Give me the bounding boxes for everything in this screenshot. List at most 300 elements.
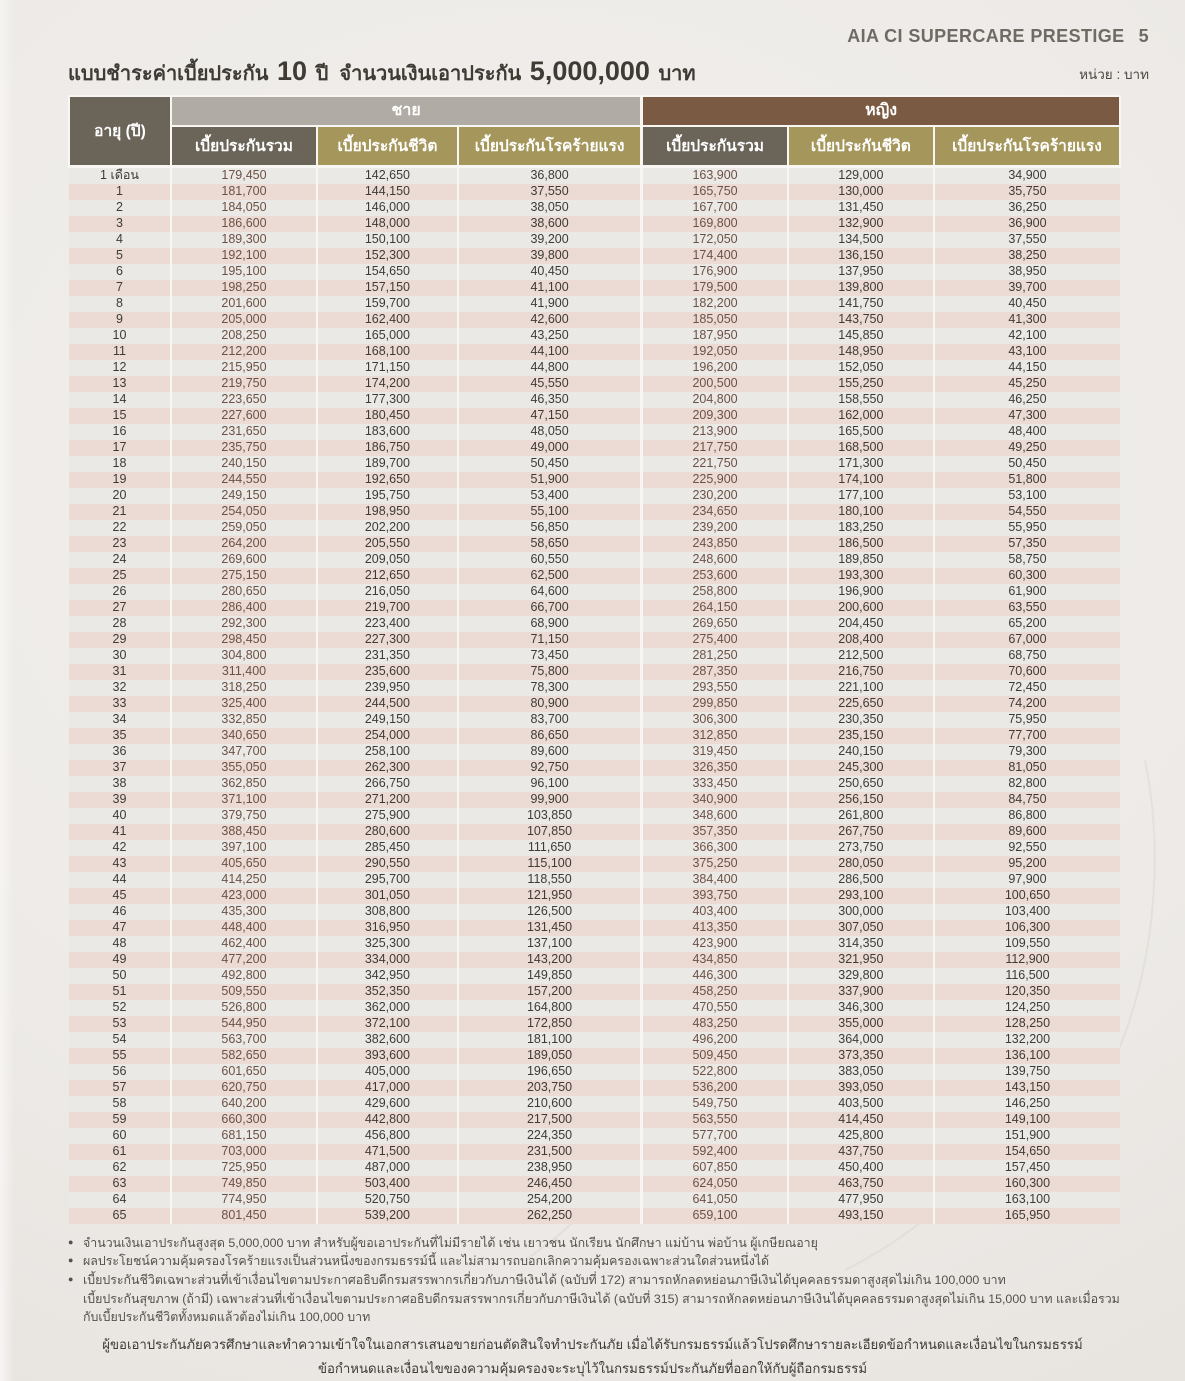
female-life-cell: 216,750 (788, 664, 934, 680)
table-row (69, 216, 1120, 232)
male-total-cell: 195,100 (171, 264, 317, 280)
table-row (69, 712, 1120, 728)
female-total-cell: 167,700 (642, 200, 788, 216)
age-cell: 14 (69, 392, 171, 408)
age-cell: 16 (69, 424, 171, 440)
female-life-cell: 364,000 (788, 1032, 934, 1048)
age-cell: 39 (69, 792, 171, 808)
table-row (69, 280, 1120, 296)
table-row (69, 248, 1120, 264)
female-life-cell: 134,500 (788, 232, 934, 248)
female-ci-cell: 100,650 (934, 888, 1120, 904)
male-life-cell: 258,100 (317, 744, 458, 760)
female-total-cell: 413,350 (642, 920, 788, 936)
male-life-cell: 456,800 (317, 1128, 458, 1144)
female-ci-cell: 72,450 (934, 680, 1120, 696)
table-row (69, 904, 1120, 920)
female-life-cell: 162,000 (788, 408, 934, 424)
male-life-cell: 244,500 (317, 696, 458, 712)
female-ci-cell: 48,400 (934, 424, 1120, 440)
age-cell: 34 (69, 712, 171, 728)
male-ci-cell: 196,650 (458, 1064, 642, 1080)
female-total-cell: 209,300 (642, 408, 788, 424)
female-life-cell: 307,050 (788, 920, 934, 936)
female-ci-cell: 120,350 (934, 984, 1120, 1000)
age-cell: 61 (69, 1144, 171, 1160)
male-total-cell: 223,650 (171, 392, 317, 408)
table-row (69, 1064, 1120, 1080)
female-total-cell: 165,750 (642, 184, 788, 200)
male-life-cell: 216,050 (317, 584, 458, 600)
male-life-cell: 393,600 (317, 1048, 458, 1064)
female-life-cell: 145,850 (788, 328, 934, 344)
male-total-cell: 231,650 (171, 424, 317, 440)
age-cell: 49 (69, 952, 171, 968)
female-total-cell: 458,250 (642, 984, 788, 1000)
female-life-cell: 245,300 (788, 760, 934, 776)
female-ci-cell: 74,200 (934, 696, 1120, 712)
female-total-cell: 509,450 (642, 1048, 788, 1064)
female-total-cell: 169,800 (642, 216, 788, 232)
male-life-cell: 162,400 (317, 312, 458, 328)
female-ci-cell: 53,100 (934, 488, 1120, 504)
male-ci-cell: 53,400 (458, 488, 642, 504)
female-ci-cell: 50,450 (934, 456, 1120, 472)
female-total-cell: 281,250 (642, 648, 788, 664)
male-total-cell: 509,550 (171, 984, 317, 1000)
age-cell: 1 เดือน (69, 166, 171, 184)
male-total-cell: 379,750 (171, 808, 317, 824)
male-total-cell: 526,800 (171, 1000, 317, 1016)
male-ci-cell: 231,500 (458, 1144, 642, 1160)
age-cell: 2 (69, 200, 171, 216)
male-total-cell: 435,300 (171, 904, 317, 920)
female-ci-cell: 163,100 (934, 1192, 1120, 1208)
male-total-cell: 186,600 (171, 216, 317, 232)
age-cell: 21 (69, 504, 171, 520)
female-life-cell: 186,500 (788, 536, 934, 552)
female-ci-cell: 70,600 (934, 664, 1120, 680)
male-life-cell: 177,300 (317, 392, 458, 408)
female-ci-cell: 95,200 (934, 856, 1120, 872)
footnote-text: ผลประโยชน์ความคุ้มครองโรคร้ายแรงเป็นส่วนหนึ่งของกรมธรรม์นี้ และไม่สามารถบอกเลิกความคุ้มครองเฉพาะส่วนใดส่วนหนึ่งได้ (83, 1254, 770, 1269)
age-cell: 6 (69, 264, 171, 280)
male-life-cell: 539,200 (317, 1208, 458, 1224)
male-total-cell: 254,050 (171, 504, 317, 520)
age-cell: 46 (69, 904, 171, 920)
female-life-cell: 208,400 (788, 632, 934, 648)
age-cell: 17 (69, 440, 171, 456)
male-life-cell: 503,400 (317, 1176, 458, 1192)
female-life-cell: 131,450 (788, 200, 934, 216)
age-cell: 9 (69, 312, 171, 328)
payment-years: 10 (276, 56, 307, 86)
female-life-cell: 280,050 (788, 856, 934, 872)
footnote-line (68, 1308, 1125, 1327)
age-cell: 44 (69, 872, 171, 888)
female-life-cell: 240,150 (788, 744, 934, 760)
age-cell: 50 (69, 968, 171, 984)
female-life-cell: 204,450 (788, 616, 934, 632)
female-total-cell: 496,200 (642, 1032, 788, 1048)
female-ci-cell: 139,750 (934, 1064, 1120, 1080)
female-life-cell: 196,900 (788, 584, 934, 600)
female-ci-cell: 58,750 (934, 552, 1120, 568)
male-life-cell: 152,300 (317, 248, 458, 264)
table-row (69, 360, 1120, 376)
male-life-cell: 227,300 (317, 632, 458, 648)
female-ci-cell: 103,400 (934, 904, 1120, 920)
table-row (69, 328, 1120, 344)
female-life-cell: 221,100 (788, 680, 934, 696)
male-total-cell: 318,250 (171, 680, 317, 696)
bullet-icon: ● (68, 1236, 74, 1247)
male-ci-cell: 45,550 (458, 376, 642, 392)
male-life-cell: 352,350 (317, 984, 458, 1000)
female-ci-cell: 143,150 (934, 1080, 1120, 1096)
female-total-cell: 275,400 (642, 632, 788, 648)
female-ci-cell: 124,250 (934, 1000, 1120, 1016)
table-row (69, 968, 1120, 984)
age-cell: 56 (69, 1064, 171, 1080)
male-ci-cell: 254,200 (458, 1192, 642, 1208)
brand-title: AIA CI SUPERCARE PRESTIGE (847, 26, 1125, 46)
female-ci-cell: 106,300 (934, 920, 1120, 936)
female-total-cell: 306,300 (642, 712, 788, 728)
age-cell: 31 (69, 664, 171, 680)
female-life-cell: 477,950 (788, 1192, 934, 1208)
male-ci-cell: 71,150 (458, 632, 642, 648)
age-cell: 19 (69, 472, 171, 488)
female-life-cell: 230,350 (788, 712, 934, 728)
male-life-cell: 192,650 (317, 472, 458, 488)
female-life-cell: 321,950 (788, 952, 934, 968)
age-cell: 27 (69, 600, 171, 616)
female-life-cell: 437,750 (788, 1144, 934, 1160)
document-title: แบบชำระค่าเบี้ยประกัน 10 ปี จำนวนเงินเอาประกัน 5,000,000 บาท (68, 56, 696, 86)
male-total-cell: 774,950 (171, 1192, 317, 1208)
male-total-cell: 244,550 (171, 472, 317, 488)
female-total-cell: 187,950 (642, 328, 788, 344)
age-cell: 15 (69, 408, 171, 424)
male-ci-cell: 68,900 (458, 616, 642, 632)
female-life-cell: 414,450 (788, 1112, 934, 1128)
table-row (69, 488, 1120, 504)
female-total-cell: 423,900 (642, 936, 788, 952)
female-life-cell: 177,100 (788, 488, 934, 504)
table-row (69, 424, 1120, 440)
male-ci-cell: 44,100 (458, 344, 642, 360)
age-cell: 5 (69, 248, 171, 264)
disclaimer-line-2: ข้อกำหนดและเงื่อนไขของความคุ้มครองจะระบุไว้ในกรมธรรม์ประกันภัยที่ออกให้กับผู้ถือกรมธรรม์ (317, 1361, 868, 1377)
female-total-cell: 624,050 (642, 1176, 788, 1192)
male-total-cell: 240,150 (171, 456, 317, 472)
male-total-cell: 264,200 (171, 536, 317, 552)
female-total-cell: 641,050 (642, 1192, 788, 1208)
female-ci-cell: 86,800 (934, 808, 1120, 824)
table-row (69, 568, 1120, 584)
male-total-premium-header: เบี้ยประกันรวม (171, 126, 317, 167)
male-total-cell: 582,650 (171, 1048, 317, 1064)
male-ci-cell: 246,450 (458, 1176, 642, 1192)
age-column-header: อายุ (ปี) (69, 96, 171, 167)
male-total-cell: 414,250 (171, 872, 317, 888)
age-cell: 18 (69, 456, 171, 472)
table-row (69, 472, 1120, 488)
male-life-cell: 308,800 (317, 904, 458, 920)
age-cell: 26 (69, 584, 171, 600)
male-ci-cell: 39,200 (458, 232, 642, 248)
female-total-cell: 403,400 (642, 904, 788, 920)
female-life-cell: 171,300 (788, 456, 934, 472)
female-ci-cell: 116,500 (934, 968, 1120, 984)
female-life-cell: 463,750 (788, 1176, 934, 1192)
male-total-cell: 189,300 (171, 232, 317, 248)
female-ci-cell: 97,900 (934, 872, 1120, 888)
footnote-text: จำนวนเงินเอาประกันสูงสุด 5,000,000 บาท สำหรับผู้ขอเอาประกันที่ไม่มีรายได้ เช่น เยาวชน นักเรียน นักศึกษา แม่บ้าน พ่อบ้าน ผู้เกษียณอายุ (83, 1235, 818, 1250)
female-life-cell: 189,850 (788, 552, 934, 568)
female-total-cell: 577,700 (642, 1128, 788, 1144)
male-life-cell: 146,000 (317, 200, 458, 216)
male-life-cell: 290,550 (317, 856, 458, 872)
table-row (69, 872, 1120, 888)
age-cell: 55 (69, 1048, 171, 1064)
male-ci-cell: 40,450 (458, 264, 642, 280)
table-body (69, 166, 1120, 1224)
age-cell: 13 (69, 376, 171, 392)
table-row (69, 632, 1120, 648)
female-life-cell: 200,600 (788, 600, 934, 616)
female-total-cell: 434,850 (642, 952, 788, 968)
male-life-cell: 154,650 (317, 264, 458, 280)
female-total-cell: 182,200 (642, 296, 788, 312)
female-total-cell: 192,050 (642, 344, 788, 360)
male-ci-cell: 38,600 (458, 216, 642, 232)
male-total-cell: 181,700 (171, 184, 317, 200)
female-ci-cell: 57,350 (934, 536, 1120, 552)
disclaimer-line-1: ผู้ขอเอาประกันภัยควรศึกษาและทำความเข้าใจในเอกสารเสนอขายก่อนตัดสินใจทำประกันภัย เมื่อได้รับกรมธรรม์แล้วโปรดศึกษารายละเอียดข้อกำหนดและเงื่อนไขในกรมธรรม์ (102, 1336, 1083, 1352)
age-cell: 20 (69, 488, 171, 504)
table-row (69, 680, 1120, 696)
age-cell: 7 (69, 280, 171, 296)
male-life-cell: 325,300 (317, 936, 458, 952)
female-life-cell: 152,050 (788, 360, 934, 376)
male-life-cell: 239,950 (317, 680, 458, 696)
table-row (69, 1080, 1120, 1096)
female-ci-cell: 154,650 (934, 1144, 1120, 1160)
female-ci-cell: 151,900 (934, 1128, 1120, 1144)
male-ci-cell: 58,650 (458, 536, 642, 552)
male-ci-cell: 143,200 (458, 952, 642, 968)
male-life-cell: 183,600 (317, 424, 458, 440)
male-life-cell: 157,150 (317, 280, 458, 296)
table-row (69, 296, 1120, 312)
male-life-cell: 219,700 (317, 600, 458, 616)
male-life-cell: 231,350 (317, 648, 458, 664)
table-row (69, 166, 1120, 184)
female-total-cell: 357,350 (642, 824, 788, 840)
male-life-cell: 254,000 (317, 728, 458, 744)
male-total-cell: 462,400 (171, 936, 317, 952)
table-row (69, 728, 1120, 744)
female-total-cell: 299,850 (642, 696, 788, 712)
female-ci-cell: 92,550 (934, 840, 1120, 856)
male-ci-cell: 189,050 (458, 1048, 642, 1064)
male-ci-cell: 210,600 (458, 1096, 642, 1112)
male-total-cell: 355,050 (171, 760, 317, 776)
female-ci-cell: 165,950 (934, 1208, 1120, 1224)
female-life-cell: 261,800 (788, 808, 934, 824)
table-row (69, 520, 1120, 536)
table-row (69, 824, 1120, 840)
male-total-cell: 259,050 (171, 520, 317, 536)
male-total-cell: 601,650 (171, 1064, 317, 1080)
table-row (69, 760, 1120, 776)
age-cell: 11 (69, 344, 171, 360)
female-total-cell: 196,200 (642, 360, 788, 376)
male-ci-cell: 181,100 (458, 1032, 642, 1048)
male-ci-cell: 115,100 (458, 856, 642, 872)
table-row (69, 504, 1120, 520)
male-ci-cell: 164,800 (458, 1000, 642, 1016)
female-ci-cell: 37,550 (934, 232, 1120, 248)
male-ci-cell: 172,850 (458, 1016, 642, 1032)
male-total-cell: 184,050 (171, 200, 317, 216)
male-life-cell: 280,600 (317, 824, 458, 840)
age-cell: 30 (69, 648, 171, 664)
age-cell: 59 (69, 1112, 171, 1128)
male-total-cell: 660,300 (171, 1112, 317, 1128)
age-cell: 3 (69, 216, 171, 232)
table-row (69, 1112, 1120, 1128)
male-life-premium-header: เบี้ยประกันชีวิต (317, 126, 458, 167)
female-total-cell: 204,800 (642, 392, 788, 408)
male-total-cell: 725,950 (171, 1160, 317, 1176)
table-row (69, 792, 1120, 808)
table-row (69, 1096, 1120, 1112)
age-cell: 52 (69, 1000, 171, 1016)
male-life-cell: 202,200 (317, 520, 458, 536)
table-row (69, 744, 1120, 760)
bullet-icon: ● (68, 1255, 74, 1266)
male-ci-cell: 111,650 (458, 840, 642, 856)
male-life-cell: 209,050 (317, 552, 458, 568)
female-ci-cell: 157,450 (934, 1160, 1120, 1176)
female-total-cell: 293,550 (642, 680, 788, 696)
male-total-cell: 405,650 (171, 856, 317, 872)
female-total-cell: 375,250 (642, 856, 788, 872)
female-ci-cell: 43,100 (934, 344, 1120, 360)
table-row (69, 408, 1120, 424)
age-cell: 40 (69, 808, 171, 824)
age-cell: 47 (69, 920, 171, 936)
male-total-cell: 544,950 (171, 1016, 317, 1032)
male-ci-cell: 121,950 (458, 888, 642, 904)
male-life-cell: 301,050 (317, 888, 458, 904)
age-cell: 1 (69, 184, 171, 200)
female-life-cell: 493,150 (788, 1208, 934, 1224)
male-total-cell: 219,750 (171, 376, 317, 392)
age-cell: 25 (69, 568, 171, 584)
female-ci-cell: 65,200 (934, 616, 1120, 632)
male-life-cell: 205,550 (317, 536, 458, 552)
table-row (69, 648, 1120, 664)
female-life-cell: 136,150 (788, 248, 934, 264)
female-total-premium-header: เบี้ยประกันรวม (642, 126, 788, 167)
table-row (69, 184, 1120, 200)
age-cell: 53 (69, 1016, 171, 1032)
male-life-cell: 180,450 (317, 408, 458, 424)
male-total-cell: 311,400 (171, 664, 317, 680)
age-cell: 58 (69, 1096, 171, 1112)
female-life-cell: 183,250 (788, 520, 934, 536)
male-total-cell: 423,000 (171, 888, 317, 904)
male-ci-cell: 37,550 (458, 184, 642, 200)
age-cell: 45 (69, 888, 171, 904)
female-total-cell: 592,400 (642, 1144, 788, 1160)
female-life-cell: 148,950 (788, 344, 934, 360)
table-row (69, 536, 1120, 552)
female-total-cell: 384,400 (642, 872, 788, 888)
female-ci-cell: 55,950 (934, 520, 1120, 536)
female-life-cell: 256,150 (788, 792, 934, 808)
female-life-cell: 393,050 (788, 1080, 934, 1096)
age-cell: 32 (69, 680, 171, 696)
female-life-cell: 403,500 (788, 1096, 934, 1112)
female-total-cell: 264,150 (642, 600, 788, 616)
male-total-cell: 227,600 (171, 408, 317, 424)
male-total-cell: 362,850 (171, 776, 317, 792)
male-life-cell: 442,800 (317, 1112, 458, 1128)
table-row (69, 1208, 1120, 1224)
female-life-cell: 129,000 (788, 166, 934, 184)
sum-insured-amount: 5,000,000 (529, 56, 650, 86)
table-row (69, 776, 1120, 792)
female-ci-cell: 38,250 (934, 248, 1120, 264)
female-life-cell: 286,500 (788, 872, 934, 888)
age-cell: 12 (69, 360, 171, 376)
age-cell: 63 (69, 1176, 171, 1192)
female-ci-cell: 67,000 (934, 632, 1120, 648)
table-row (69, 344, 1120, 360)
male-ci-cell: 78,300 (458, 680, 642, 696)
male-life-cell: 189,700 (317, 456, 458, 472)
male-life-cell: 417,000 (317, 1080, 458, 1096)
male-ci-cell: 66,700 (458, 600, 642, 616)
age-cell: 24 (69, 552, 171, 568)
female-ci-cell: 82,800 (934, 776, 1120, 792)
male-ci-cell: 157,200 (458, 984, 642, 1000)
male-life-cell: 295,700 (317, 872, 458, 888)
male-life-cell: 285,450 (317, 840, 458, 856)
table-row (69, 456, 1120, 472)
table-row (69, 984, 1120, 1000)
age-cell: 51 (69, 984, 171, 1000)
female-ci-cell: 38,950 (934, 264, 1120, 280)
table-row (69, 584, 1120, 600)
male-total-cell: 298,450 (171, 632, 317, 648)
female-ci-cell: 51,800 (934, 472, 1120, 488)
footnote-text: เบี้ยประกันสุขภาพ (ถ้ามี) เฉพาะส่วนที่เข้าเงื่อนไขตามประกาศอธิบดีกรมสรรพากรเกี่ยวกับภาษีเงินได้ (ฉบับที่ 315) สามารถหักลดหย่อนภาษีเงินได้บุคคลธรรมดาสูงสุดไม่เกิน 15,000 บาท และเมื่อรวม (83, 1291, 1120, 1306)
male-total-cell: 179,450 (171, 166, 317, 184)
male-ci-cell: 131,450 (458, 920, 642, 936)
unit-label: หน่วย : บาท (1079, 66, 1149, 82)
male-ci-cell: 126,500 (458, 904, 642, 920)
male-life-cell: 316,950 (317, 920, 458, 936)
male-ci-cell: 41,900 (458, 296, 642, 312)
male-ci-cell: 238,950 (458, 1160, 642, 1176)
table-row (69, 696, 1120, 712)
